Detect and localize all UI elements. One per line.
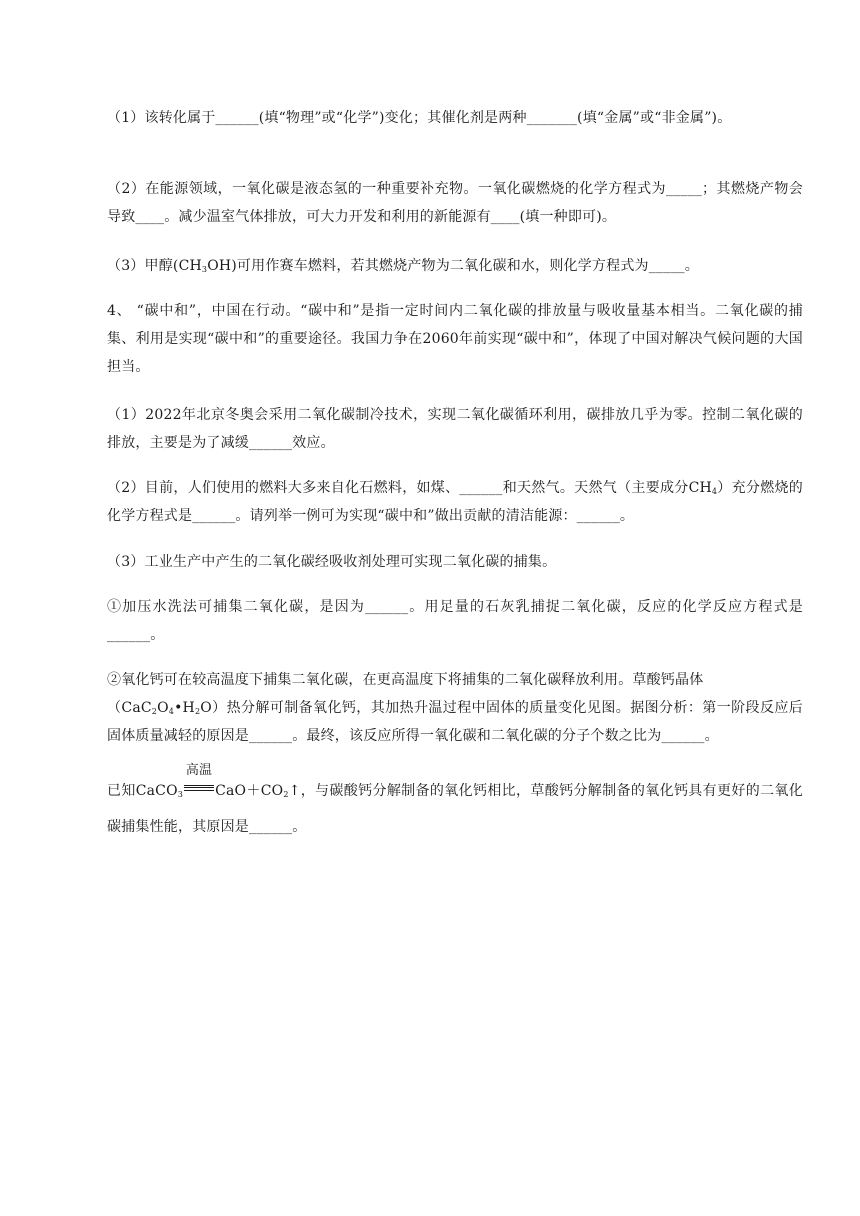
subscript: 2 — [283, 790, 289, 799]
question-3-part-3 — [107, 252, 803, 280]
question-3-part-2: （2）在能源领域，一氧化碳是液态氢的一种重要补充物。一氧化碳燃烧的化学方程式为_____；其燃烧产物会导致____。减少温室气体排放，可大力开发和利用的新能源有____(填一种即可)。 — [107, 181, 803, 225]
text-run: 热分解可制备氧化钙，其加热升温过程中固体的质量变化见图。据图分析：第一阶段反应后固体质量减轻的原因是______。最终，该反应所得一氧化碳和二氧化碳的分子个数之比为______。 — [107, 700, 803, 744]
question-3-part-1: （1）该转化属于______(填“物理”或“化学”)变化；其催化剂是两种_______(填“金属”或“非金属”)。 — [107, 110, 732, 126]
question-4-part-3: （3）工业生产中产生的二氧化碳经吸收剂处理可实现二氧化碳的捕集。 — [107, 554, 557, 570]
text-run: ②氧化钙可在较高温度下捕集二氧化碳，在更高温度下将捕集的二氧化碳释放利用。草酸钙晶体 — [107, 672, 704, 688]
formula-calcium-oxalate: $(CaC_2O_4•H_2O)$ — [107, 700, 227, 716]
question-4-part-1: （1）2022年北京冬奥会采用二氧化碳制冷技术，实现二氧化碳循环利用，碳排放几乎为零。控制二氧化碳的排放，主要是为了减缓______效应。 — [107, 407, 803, 451]
subscript: 3 — [201, 265, 208, 274]
text-run: 已知CaCO — [107, 783, 178, 799]
text-run: OH)可用作赛车燃料，若其燃烧产物为二氧化碳和水，则化学方程式为_____。 — [207, 258, 699, 274]
reaction-condition: 高温 — [185, 763, 213, 778]
subscript: 3 — [177, 790, 184, 799]
text-run: （3）甲醇(CH — [107, 258, 202, 274]
text-run: ↑，与碳酸钙分解制备的氧化钙相比，草酸钙分解制备的氧化钙具有更好的二氧化碳捕集性能，其原因是______。 — [107, 783, 803, 835]
question-4-part-2 — [107, 474, 803, 530]
question-4-intro: 4、 “碳中和”，中国在行动。“碳中和”是指一定时间内二氧化碳的排放量与吸收量基本相当。二氧化碳的捕集、利用是实现“碳中和”的重要途径。我国力争在2060年前实现“碳中和”，体现了中国对解决气候问题的大国担当。 — [107, 303, 803, 375]
text-run: （2）目前，人们使用的燃料大多来自化石燃料，如煤、______和天然气。天然气（主要成分CH — [107, 480, 712, 496]
text-run: ）充分燃烧的化学方程式是______。请列举一例可为实现“碳中和”做出贡献的清洁能源：______。 — [107, 480, 803, 524]
subscript: 4 — [711, 487, 718, 496]
question-4-part-3-item-3 — [107, 763, 803, 845]
reaction-equals-sign — [184, 763, 214, 798]
text-run: CaO＋CO — [215, 783, 284, 799]
question-4-part-3-item-1: ①加压水洗法可捕集二氧化碳，是因为______。用足量的石灰乳捕捉二氧化碳，反应的化学反应方程式是______。 — [107, 599, 803, 643]
question-4-part-3-item-2 — [107, 666, 803, 750]
